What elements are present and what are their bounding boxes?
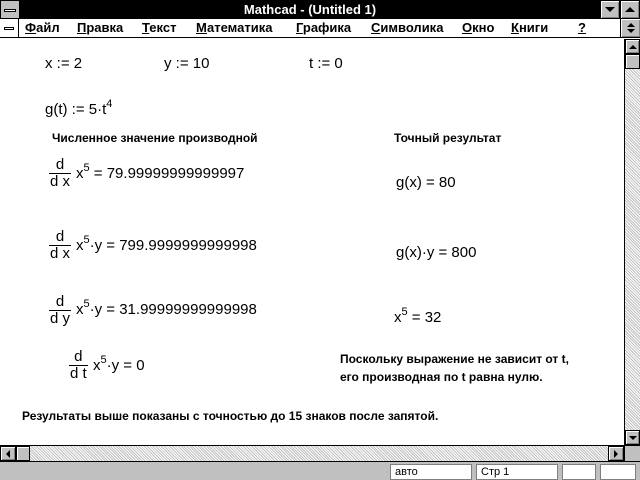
status-calc-mode: авто <box>390 464 472 480</box>
minimize-button[interactable] <box>600 0 620 19</box>
derivative-denominator: d x <box>50 245 71 262</box>
menu-edit[interactable]: Правка <box>77 20 124 35</box>
derivative-denominator: d t <box>70 365 87 382</box>
comment-line-1: Поскольку выражение не зависит от t, <box>340 352 569 366</box>
exact-result-2[interactable]: g(x)·y = 800 <box>396 244 477 261</box>
define-g[interactable] <box>45 98 113 118</box>
scrollbar-corner <box>624 445 640 461</box>
menu-books[interactable]: Книги <box>511 20 549 35</box>
define-t[interactable]: t := 0 <box>309 55 343 72</box>
document-menu-button[interactable] <box>0 19 19 37</box>
heading-exact: Точный результат <box>394 131 502 145</box>
menu-math[interactable]: Математика <box>196 20 273 35</box>
window-title: Mathcad - (Untitled 1) <box>243 2 377 17</box>
g-definition-exponent: 4 <box>106 98 113 110</box>
derivative-numerator: d <box>74 348 83 365</box>
derivative-operator-2 <box>49 229 71 262</box>
expr-exponent: 5 <box>100 354 107 366</box>
expr-base: x <box>76 237 84 254</box>
document-menu-icon <box>4 27 14 30</box>
horizontal-scroll-thumb[interactable] <box>16 446 30 461</box>
menu-text[interactable]: Текст <box>142 20 177 35</box>
menu-bar <box>0 19 640 38</box>
vertical-scroll-thumb[interactable] <box>625 54 640 69</box>
minimize-icon <box>605 7 615 12</box>
derivative-numerator: d <box>55 228 65 245</box>
scroll-up-button[interactable] <box>625 39 640 54</box>
exact-base: x <box>394 309 402 326</box>
derivative-operator-3 <box>49 294 71 327</box>
exact-result-1[interactable]: g(x) = 80 <box>396 174 456 191</box>
derivative-numerator: d <box>55 156 65 173</box>
precision-note: Результаты выше показаны с точностью до 15 знаков после запятой. <box>22 409 439 423</box>
numeric-result-1[interactable] <box>76 162 245 182</box>
arrow-up-icon <box>629 45 637 49</box>
derivative-denominator: d y <box>50 310 71 327</box>
arrow-down-icon <box>629 436 637 440</box>
menu-graphics[interactable]: Графика <box>296 20 352 35</box>
scroll-left-button[interactable] <box>0 446 16 461</box>
system-menu-icon <box>4 9 16 12</box>
scroll-down-button[interactable] <box>625 430 640 445</box>
menu-help[interactable]: ? <box>578 20 586 35</box>
expr-tail: ·y = 31.99999999999998 <box>89 301 257 318</box>
expr-tail: = 79.99999999999997 <box>89 165 245 182</box>
derivative-numerator: d <box>55 293 65 310</box>
status-field-3 <box>562 464 596 480</box>
scroll-right-button[interactable] <box>608 446 624 461</box>
status-field-4 <box>600 464 636 480</box>
title-bar <box>0 0 640 19</box>
horizontal-scrollbar[interactable] <box>0 445 624 461</box>
expr-base: x <box>93 357 101 374</box>
vertical-scroll-track[interactable] <box>625 69 640 430</box>
expr-exponent: 5 <box>83 162 90 174</box>
vertical-scrollbar[interactable] <box>624 39 640 445</box>
exact-result-3[interactable] <box>394 306 442 326</box>
define-x[interactable]: x := 2 <box>45 55 83 72</box>
expr-tail: ·y = 799.9999999999998 <box>89 237 257 254</box>
menu-symbolics[interactable]: Символика <box>371 20 444 35</box>
maximize-button[interactable] <box>620 0 640 19</box>
expr-exponent: 5 <box>83 298 90 310</box>
derivative-operator-1 <box>49 157 71 190</box>
numeric-result-3[interactable] <box>76 298 257 318</box>
maximize-icon <box>625 7 635 12</box>
status-page: Стр 1 <box>476 464 558 480</box>
restore-down-icon <box>627 29 635 33</box>
derivative-operator-4 <box>69 349 88 382</box>
menu-file[interactable]: Файл <box>25 20 60 35</box>
expr-base: x <box>76 301 84 318</box>
document-restore-button[interactable] <box>620 19 640 37</box>
heading-numeric: Численное значение производной <box>52 131 258 145</box>
arrow-right-icon <box>614 450 618 458</box>
status-bar <box>0 461 640 480</box>
exact-tail: = 32 <box>407 309 442 326</box>
exact-exponent: 5 <box>401 306 408 318</box>
numeric-result-2[interactable] <box>76 234 257 254</box>
expr-exponent: 5 <box>83 234 90 246</box>
expr-base: x <box>76 165 84 182</box>
comment-line-2: его производная по t равна нулю. <box>340 370 543 384</box>
restore-up-icon <box>627 23 635 27</box>
worksheet[interactable] <box>0 39 624 445</box>
system-menu-button[interactable] <box>0 0 20 19</box>
g-definition-lhs: g(t) := 5·t <box>45 101 107 118</box>
menu-window[interactable]: Окно <box>462 20 495 35</box>
define-y[interactable]: y := 10 <box>164 55 210 72</box>
expr-tail: ·y = 0 <box>106 357 145 374</box>
arrow-left-icon <box>6 450 10 458</box>
numeric-result-4[interactable] <box>93 354 145 374</box>
derivative-denominator: d x <box>50 173 71 190</box>
